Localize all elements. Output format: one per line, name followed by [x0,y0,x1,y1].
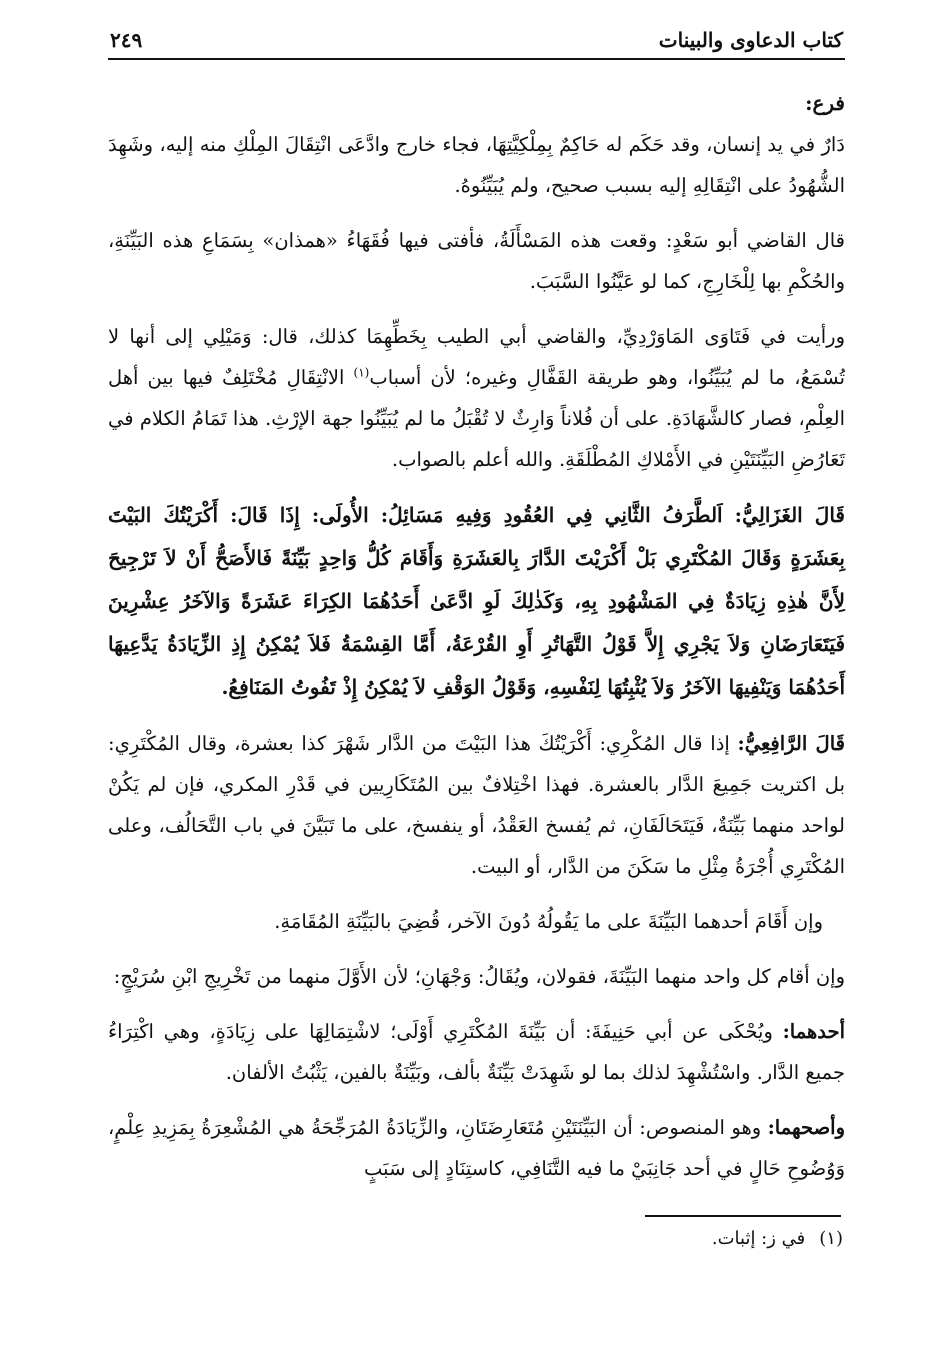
sounder-saying-text: وهو المنصوص: أن البَيِّنَتَيْنِ مُتَعَارِضَتَانِ، والزِّيَادَةُ المُرَجِّحَةُ هي المُشْعِرَةُ بِمَزِيدِ عِلْمٍ، وَوُضُوحِ حَالٍ في أحد جَانِبَيْ ما فيه التَّنَافِي، كاستِنَادٍ إلى سَبَبٍ [108,1116,845,1180]
footnote-text: في ز: إثبات. [711,1228,806,1249]
paragraph-3 [108,316,845,480]
ghazali-matn: قَالَ الغَزَالِيُّ: اَلطَّرَفُ الثَّانِي فِي العُقُودِ وَفِيهِ مَسَائِلُ: الأُولَى: إِذَا قَالَ: أَكْرَيْتُكَ البَيْتَ بِعَشَرَةٍ وَقَالَ المُكْتَرِي بَلْ أَكْرَيْتَ الدَّارَ بِالعَشَرَةِ وَأَقَامَ كُلُّ وَاحِدٍ بَيِّنَةً فَالأَصَحُّ أَنْ لاَ تَرْجِيحَ لِأَنَّ هٰذِهِ زِيَادَةٌ فِي المَشْهُودِ بِهِ، وَكَذٰلِكَ لَوِ ادَّعَىٰ أَحَدُهُمَا الكِرَاءَ عَشَرَةً وَالآخَرُ عِشْرِينَ فَيَتَعَارَضَانِ وَلاَ يَجْرِي إِلاَّ قَوْلُ التَّهَاتُرِ أَوِ القُرْعَةُ، أَمَّا القِسْمَةُ فَلاَ يُمْكِنُ إِذِ الزِّيَادَةُ يَدَّعِيهَا أَحَدُهُمَا وَيَنْفِيهَا الآخَرُ وَلاَ يُثْبِتُهَا لِنَفْسِهِ، وَقَوْلُ الوَقْفِ لاَ يُمْكِنُ إِذْ تَفُوتُ المَنَافِعُ. [108,503,845,699]
footnote-number: (١) [819,1228,843,1249]
book-title: كتاب الدعاوى والبينات [658,28,843,52]
paragraph-first-saying [108,1011,845,1093]
paragraph-2: قال القاضي أبو سَعْدٍ: وقعت هذه المَسْأَلَةُ، فأفتى فيها فُقَهَاءُ «همذان» بِسَمَاعِ هذه البَيِّنَةِ، والحُكْمِ بها لِلْخَارِجِ، كما لو عَيَّنُوا السَّبَبَ. [108,229,845,293]
running-header [108,28,845,60]
section-heading: فرع: [805,91,845,115]
rafii-lead: قَالَ الرَّافِعِيُّ: [737,732,845,755]
paragraph-1: دَارٌ في يد إنسان، وقد حَكَم له حَاكِمٌ بِمِلْكِيَّتِهَا، فجاء خارج وادَّعَى انْتِقَالَ المِلْكِ منه إليه، وشَهِدَ الشُّهُودُ على انْتِقَالِهِ إليه بسبب صحيح، ولم يُبَيِّنُوهُ. [108,133,845,197]
first-saying-lead: أحدهما: [782,1020,845,1043]
footnote [108,1224,843,1254]
page-number: ٢٤٩ [110,28,143,52]
paragraph-sounder-saying [108,1107,845,1189]
page-body [108,86,845,1189]
sounder-saying-lead: وأصحهما: [767,1116,845,1139]
paragraph-3-part-2: الانْتِقَالِ مُخْتَلِفٌ فيها بين أهل العِلْمِ، فصار كالشَّهَادَةِ. على أن فُلاناً وَارِثٌ لا تُقْبَلُ ما لم يُبَيِّنُوا جهة الإرْثِ. هذا تَمَامُ الكلام في تَعَارُضِ البَيِّنَتَيْنِ في الأَمْلاكِ المُطْلَقَةِ. والله أعلم بالصواب. [108,366,845,471]
rafii-commentary [108,723,845,887]
paragraph-evidence-one: وإن أَقَامَ أحدهما البَيِّنَةَ على ما يَقُولُهُ دُونَ الآخر، قُضِيَ بالبَيِّنَةِ المُقَامَةِ. [274,910,823,933]
paragraph-3-part-1: ورأيت في فَتَاوَى المَاوَرْدِيِّ، والقاضي أبي الطيب بِخَطِّهِمَا كذلك، قال: وَمَيْلِي إلى أنها لا تُسْمَعُ، ما لم يُبَيِّنُوا، وهو طريقة القَفَّالِ وغيره؛ لأن أسباب [108,325,845,389]
paragraph-two-sayings: وإن أقام كل واحد منهما البَيِّنَةَ، فقولان، ويُقَالُ: وَجْهَانِ؛ لأن الأَوَّلَ منهما من تَخْرِيجِ ابْنِ سُرَيْجٍ: [113,965,845,988]
footnote-reference[interactable]: (١) [353,365,370,380]
first-saying-text: ويُحْكَى عن أبي حَنِيفَةَ: أن بَيِّنَةَ المُكْتَرِي أَوْلَى؛ لاشْتِمَالِهَا على زِيَادَةٍ، وهي اكْتِرَاءُ جميع الدَّار. واسْتُشْهِدَ لذلك بما لو شَهِدَتْ بَيِّنَةٌ بألف، وبَيِّنَةٌ بالفين، يَثْبُتُ الألفان. [108,1020,845,1084]
rafii-text: إذا قال المُكْرِي: أَكْرَيْتُكَ هذا البَيْتَ من الدَّار شَهْرَ كذا بعشرة، وقال المُكْتَرِي: بل اكتريت جَمِيعَ الدَّار بالعشرة. فهذا اخْتِلافٌ بين المُتَكَارِيين في قَدْرِ المكري، فإن لم يَكُنْ لواحد منهما بَيِّنَةٌ، فَيَتَحَالَفَانِ، ثم يُفسخ العَقْدُ، أو ينفسخ، على ما تَبَيَّنَ في باب التَّحَالُف، وعلى المُكْتَرِي أُجْرَةُ مِثْلِ ما سَكَنَ من الدَّار، أو البيت. [108,732,845,878]
footnote-divider [645,1215,841,1217]
